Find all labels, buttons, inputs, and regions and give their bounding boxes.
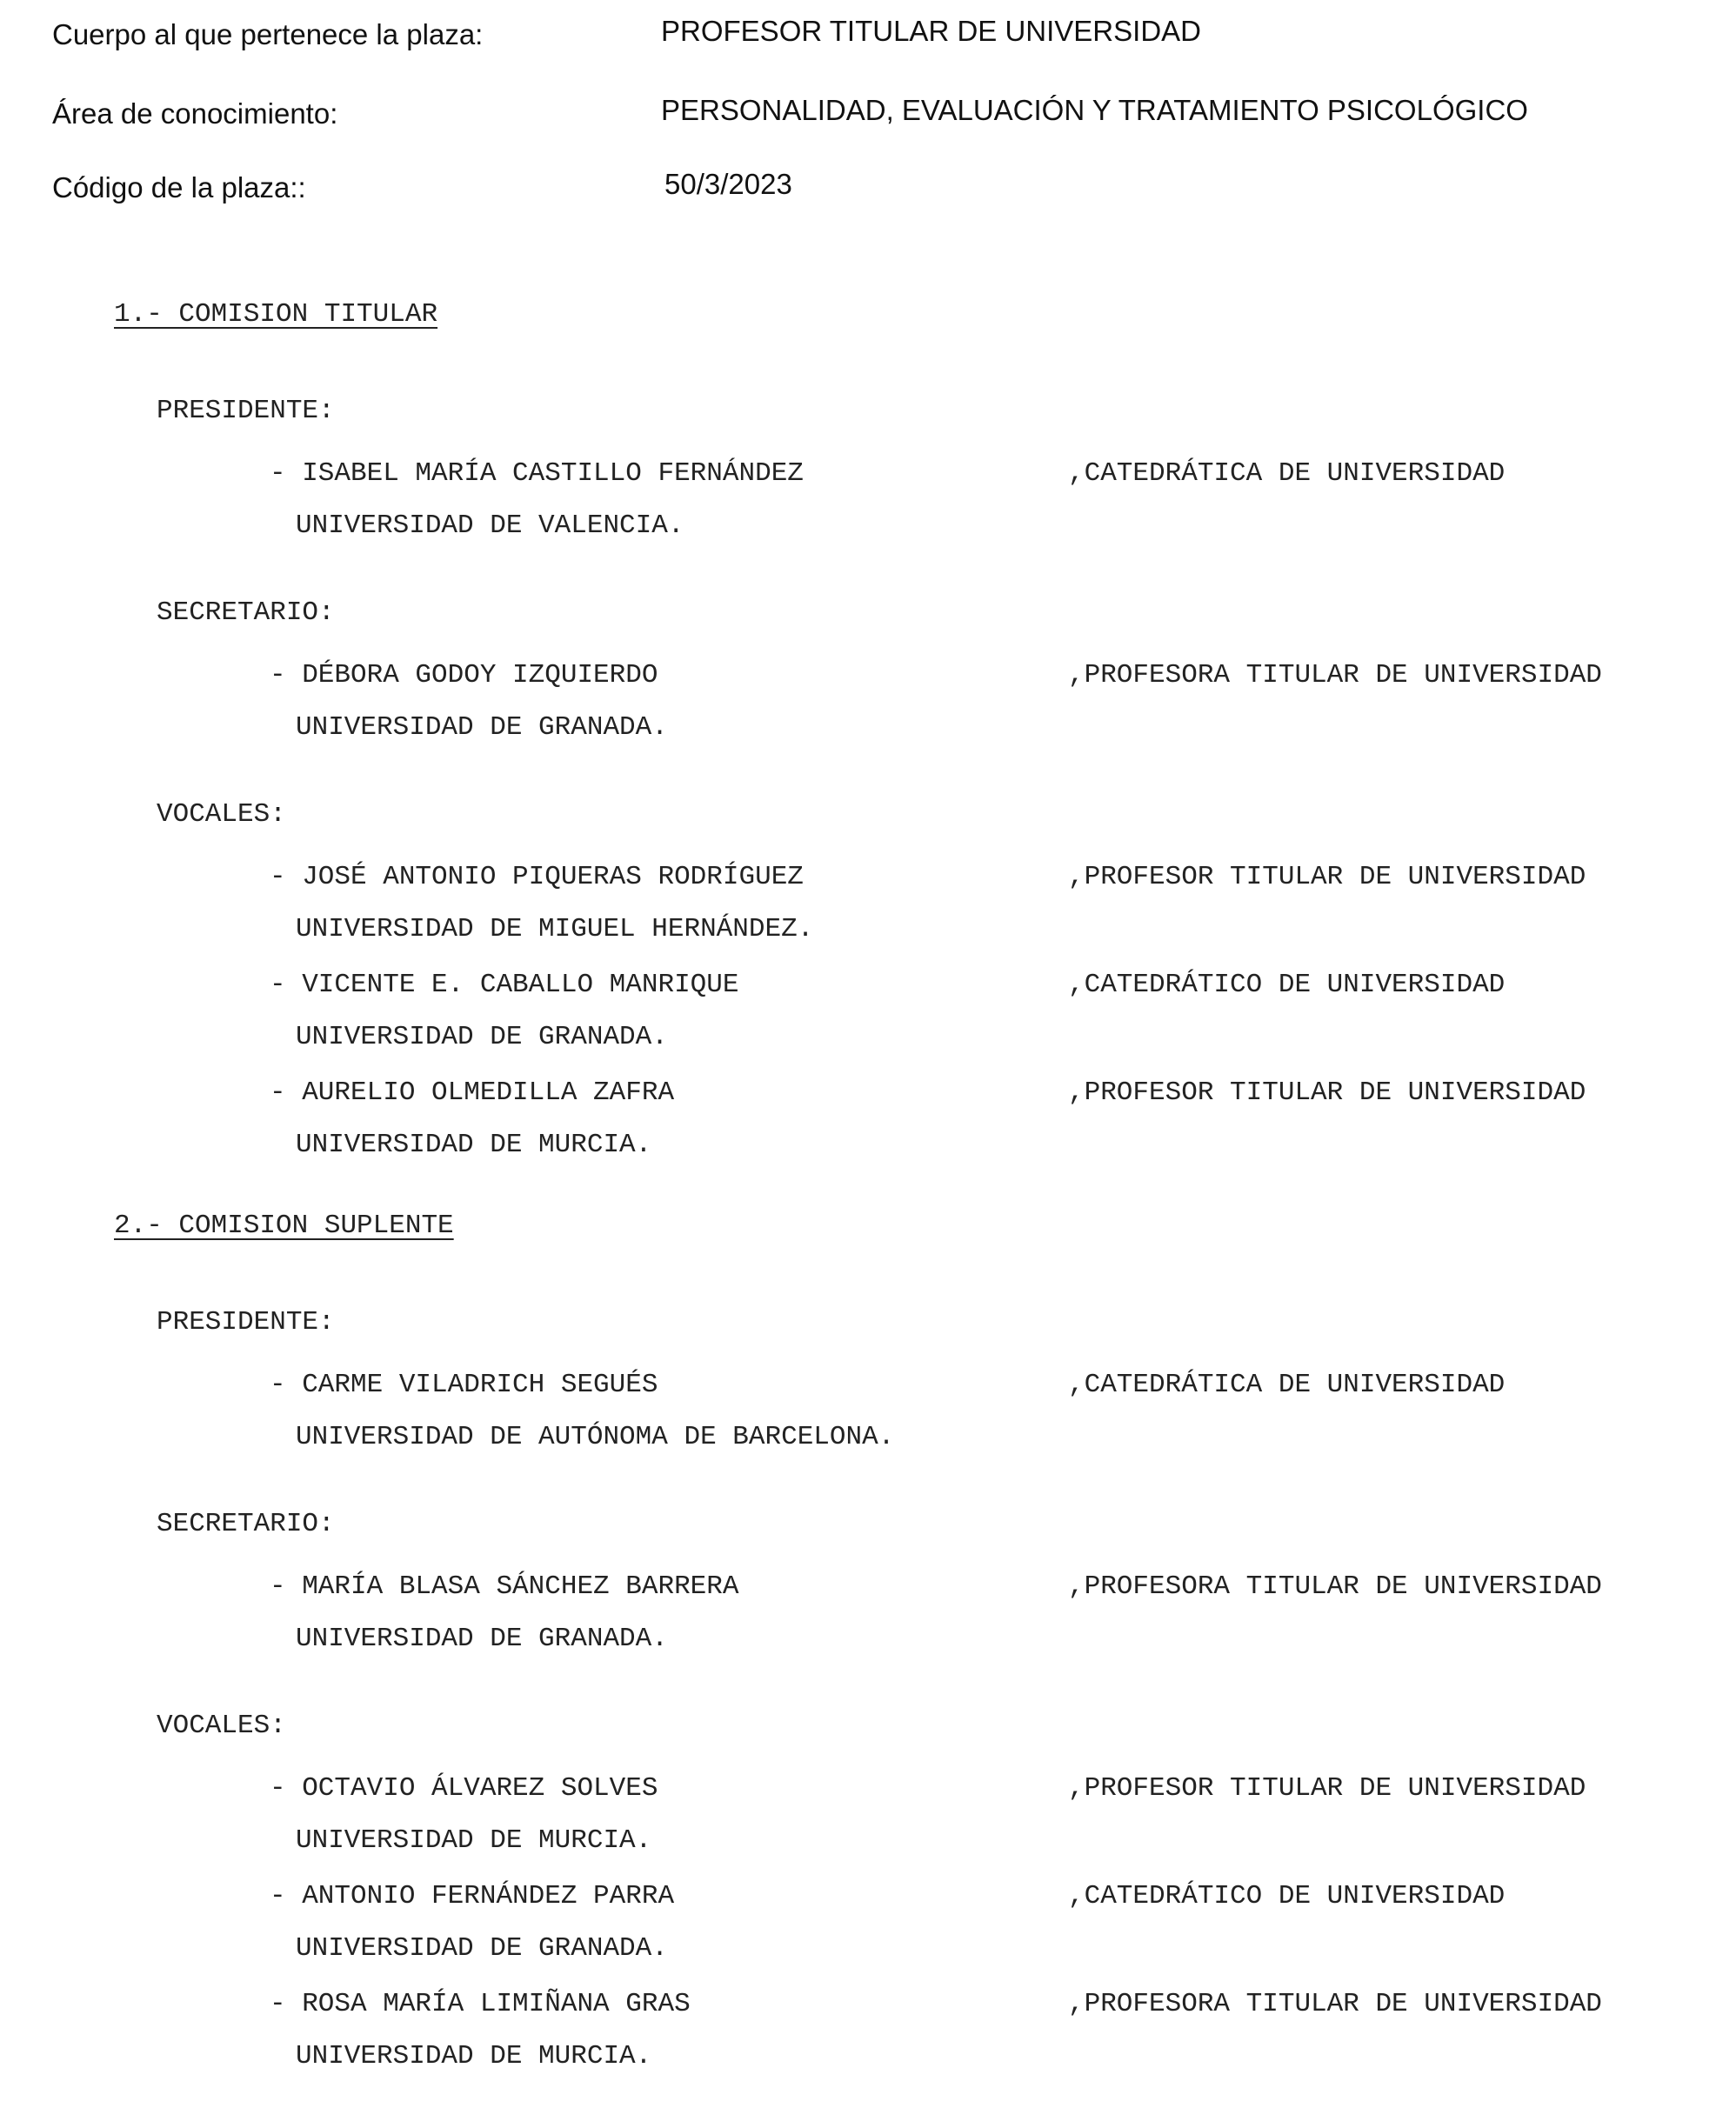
role-label-vocales: VOCALES: <box>157 799 286 830</box>
member-name: - DÉBORA GODOY IZQUIERDO <box>270 660 658 690</box>
member-university: UNIVERSIDAD DE MURCIA. <box>296 1825 652 1856</box>
member-university: UNIVERSIDAD DE MURCIA. <box>296 1130 652 1160</box>
section-title: 1.- COMISION TITULAR <box>114 299 438 330</box>
codigo-label: Código de la plaza:: <box>52 171 306 203</box>
member-name: - AURELIO OLMEDILLA ZAFRA <box>270 1077 675 1108</box>
role-label-secretario: SECRETARIO: <box>157 1509 335 1539</box>
area-label: Área de conocimiento: <box>52 97 338 130</box>
member-rank: ,PROFESORA TITULAR DE UNIVERSIDAD <box>1068 1571 1602 1602</box>
member-name: - ROSA MARÍA LIMIÑANA GRAS <box>270 1989 691 2019</box>
member-university: UNIVERSIDAD DE GRANADA. <box>296 1624 668 1654</box>
member-rank: ,PROFESOR TITULAR DE UNIVERSIDAD <box>1068 1773 1586 1804</box>
member-name: - ISABEL MARÍA CASTILLO FERNÁNDEZ <box>270 458 804 489</box>
member-name: - MARÍA BLASA SÁNCHEZ BARRERA <box>270 1571 739 1602</box>
role-label-presidente: PRESIDENTE: <box>157 1307 335 1338</box>
member-name: - VICENTE E. CABALLO MANRIQUE <box>270 970 739 1000</box>
role-label-presidente: PRESIDENTE: <box>157 396 335 426</box>
cuerpo-value: PROFESOR TITULAR DE UNIVERSIDAD <box>661 15 1201 47</box>
member-name: - OCTAVIO ÁLVAREZ SOLVES <box>270 1773 658 1804</box>
member-rank: ,PROFESORA TITULAR DE UNIVERSIDAD <box>1068 1989 1602 2019</box>
member-rank: ,PROFESORA TITULAR DE UNIVERSIDAD <box>1068 660 1602 690</box>
member-university: UNIVERSIDAD DE MIGUEL HERNÁNDEZ. <box>296 914 814 944</box>
member-name: - CARME VILADRICH SEGUÉS <box>270 1370 658 1400</box>
member-rank: ,CATEDRÁTICA DE UNIVERSIDAD <box>1068 1370 1506 1400</box>
member-university: UNIVERSIDAD DE VALENCIA. <box>296 510 684 541</box>
member-university: UNIVERSIDAD DE GRANADA. <box>296 1022 668 1052</box>
section-title: 2.- COMISION SUPLENTE <box>114 1211 454 1241</box>
area-value: PERSONALIDAD, EVALUACIÓN Y TRATAMIENTO PSICOLÓGICO <box>661 94 1528 126</box>
member-rank: ,CATEDRÁTICO DE UNIVERSIDAD <box>1068 1881 1506 1911</box>
member-university: UNIVERSIDAD DE GRANADA. <box>296 1933 668 1964</box>
member-name: - ANTONIO FERNÁNDEZ PARRA <box>270 1881 675 1911</box>
member-rank: ,CATEDRÁTICA DE UNIVERSIDAD <box>1068 458 1506 489</box>
cuerpo-label: Cuerpo al que pertenece la plaza: <box>52 18 484 50</box>
member-university: UNIVERSIDAD DE GRANADA. <box>296 712 668 743</box>
member-university: UNIVERSIDAD DE AUTÓNOMA DE BARCELONA. <box>296 1422 895 1452</box>
member-rank: ,PROFESOR TITULAR DE UNIVERSIDAD <box>1068 862 1586 892</box>
role-label-vocales: VOCALES: <box>157 1711 286 1741</box>
codigo-value: 50/3/2023 <box>664 168 792 200</box>
member-name: - JOSÉ ANTONIO PIQUERAS RODRÍGUEZ <box>270 862 804 892</box>
member-rank: ,CATEDRÁTICO DE UNIVERSIDAD <box>1068 970 1506 1000</box>
role-label-secretario: SECRETARIO: <box>157 597 335 628</box>
member-university: UNIVERSIDAD DE MURCIA. <box>296 2041 652 2071</box>
member-rank: ,PROFESOR TITULAR DE UNIVERSIDAD <box>1068 1077 1586 1108</box>
